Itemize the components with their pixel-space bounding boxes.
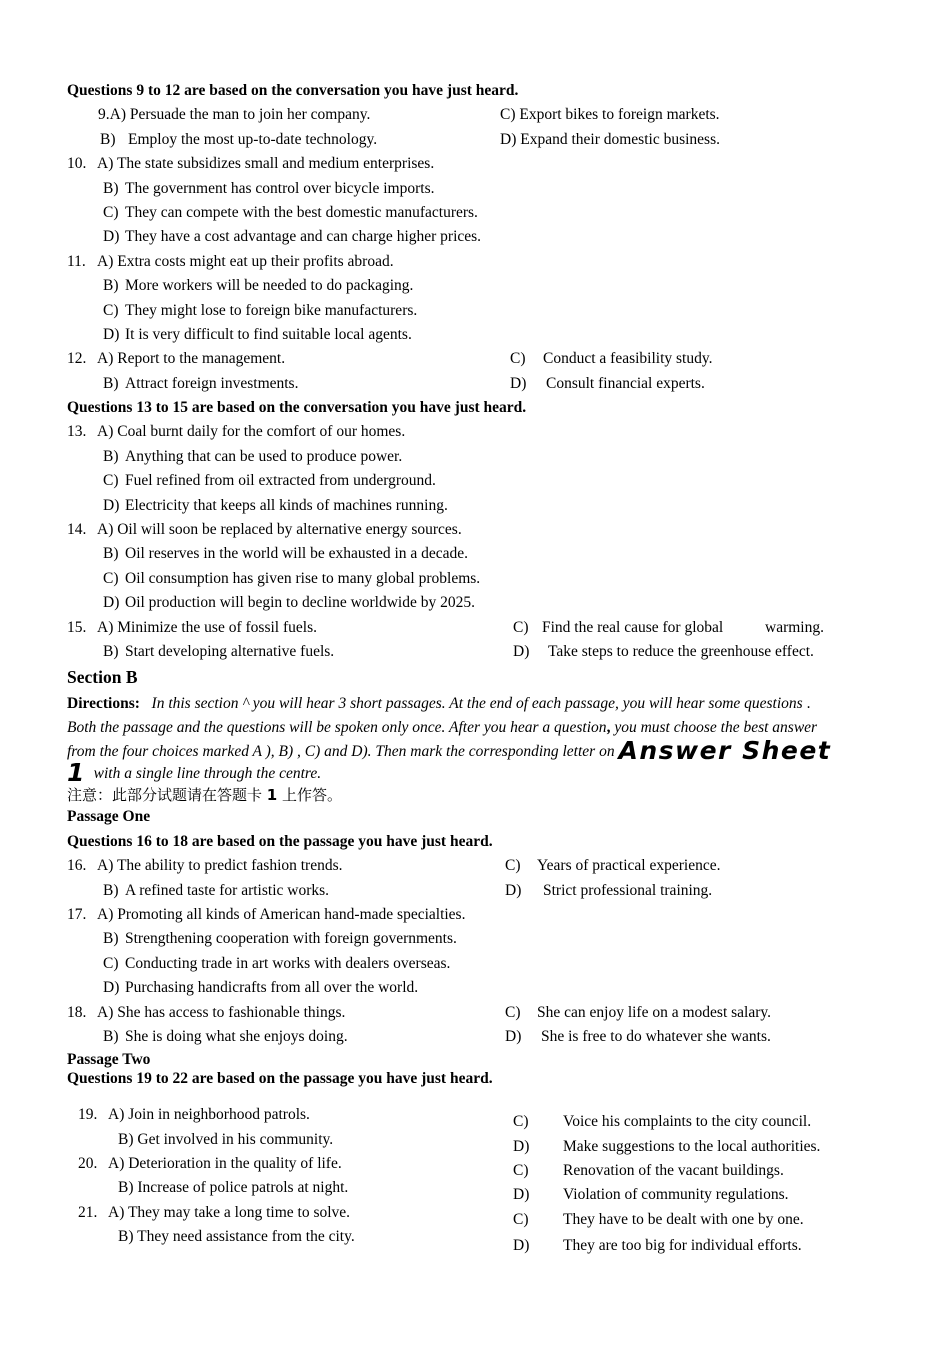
text-line xyxy=(67,929,910,953)
option-letter: B) xyxy=(103,277,119,295)
text-line xyxy=(67,252,910,276)
option-letter: B) xyxy=(100,130,116,148)
option: A) Deterioration in the quality of life. xyxy=(108,1155,342,1173)
question-number: 12. xyxy=(67,350,87,368)
option: A) Join in neighborhood patrols. xyxy=(108,1106,310,1124)
option-letter: B) xyxy=(103,447,119,465)
option-text: Violation of community regulations. xyxy=(563,1186,789,1204)
option-text: They are too big for individual efforts. xyxy=(563,1237,802,1255)
text-line xyxy=(67,1227,910,1255)
passage-label: Passage One xyxy=(67,808,151,826)
option-text: Oil consumption has given rise to many global problems. xyxy=(125,569,481,587)
text-line xyxy=(67,1003,910,1027)
question-number: 13. xyxy=(67,423,87,441)
option-letter: C) xyxy=(513,1162,529,1180)
option-text: She is free to do whatever she wants. xyxy=(541,1027,771,1045)
text-line xyxy=(67,856,910,880)
text-line xyxy=(67,1105,910,1129)
option: A) Oil will soon be replaced by alternative energy sources. xyxy=(97,521,462,539)
option: A) Promoting all kinds of American hand-made specialties. xyxy=(97,905,466,923)
option-letter: D) xyxy=(103,979,120,997)
text-line xyxy=(67,593,910,617)
directions-text: In this section ^ you will hear 3 short passages. At the end of each passage, you will hear some questions xyxy=(151,695,803,713)
text-line xyxy=(67,349,910,373)
option-text: Start developing alternative fuels. xyxy=(125,642,335,660)
text-line xyxy=(67,422,910,446)
option-letter: C) xyxy=(510,350,526,368)
option-text: Attract foreign investments. xyxy=(125,374,299,392)
option-text: warming. xyxy=(765,618,824,636)
option-letter: D) xyxy=(505,881,522,899)
option-text: Conduct a feasibility study. xyxy=(543,350,713,368)
question-number: 11. xyxy=(67,252,86,270)
question-number: 10. xyxy=(67,155,87,173)
text-line xyxy=(67,618,910,642)
text-line xyxy=(67,881,910,905)
option-text: Find the real cause for global xyxy=(542,618,724,636)
section-heading: Questions 16 to 18 are based on the passage you have just heard. xyxy=(67,832,493,850)
text-line xyxy=(67,807,910,831)
option-text: Strict professional training. xyxy=(543,881,713,899)
option-letter: D) xyxy=(513,1137,530,1155)
text-line xyxy=(67,544,910,568)
option-letter: C) xyxy=(505,1003,521,1021)
passage-label: Passage Two xyxy=(67,1051,151,1069)
text-line xyxy=(67,301,910,325)
option: A) They may take a long time to solve. xyxy=(108,1203,351,1221)
text-line xyxy=(67,1051,910,1070)
option-letter: C) xyxy=(513,1113,529,1131)
answer-sheet-emphasis: 1 xyxy=(67,758,86,788)
option-text: Oil production will begin to decline worldwide by 2025. xyxy=(125,594,475,612)
chinese-note-number: 1 xyxy=(266,786,278,805)
option-text: They have to be dealt with one by one. xyxy=(563,1210,804,1228)
option-text: She can enjoy life on a modest salary. xyxy=(537,1003,772,1021)
option: C) Export bikes to foreign markets. xyxy=(500,106,720,124)
section-title: Section B xyxy=(67,667,138,688)
option-text: Electricity that keeps all kinds of machines running. xyxy=(125,496,448,514)
option-text: More workers will be needed to do packaging. xyxy=(125,277,414,295)
option-letter: C) xyxy=(513,1210,529,1228)
option-text: It is very difficult to find suitable local agents. xyxy=(125,325,412,343)
chinese-note: 注意：此部分试题请在答题卡 xyxy=(67,786,267,805)
text-line xyxy=(67,642,910,666)
question-number: 20. xyxy=(78,1155,98,1173)
option-letter: D) xyxy=(103,496,120,514)
option-text: Take steps to reduce the greenhouse effect. xyxy=(548,642,814,660)
text-line xyxy=(67,325,910,349)
option-letter: C) xyxy=(103,301,119,319)
text-line xyxy=(67,1203,910,1227)
directions-text: Both the passage and the questions will be spoken only once. After you hear a question xyxy=(67,719,607,737)
text-line xyxy=(67,398,910,422)
option-text: They might lose to foreign bike manufacturers. xyxy=(125,301,418,319)
text-line xyxy=(67,1027,910,1051)
option-letter: D) xyxy=(510,374,527,392)
option: D) Expand their domestic business. xyxy=(500,130,720,148)
spacer xyxy=(67,1088,910,1105)
text-line xyxy=(67,276,910,300)
text-line xyxy=(67,1070,910,1089)
text-line xyxy=(67,758,910,788)
text-line xyxy=(67,954,910,978)
option-text: Strengthening cooperation with foreign governments. xyxy=(125,930,457,948)
option-letter: B) xyxy=(103,1027,119,1045)
text-line xyxy=(67,374,910,398)
text-line xyxy=(67,736,910,766)
option-letter: D) xyxy=(513,1237,530,1255)
option-text: Voice his complaints to the city council. xyxy=(563,1113,812,1131)
option: B) They need assistance from the city. xyxy=(118,1228,355,1246)
text-line xyxy=(67,569,910,593)
question-number: 21. xyxy=(78,1203,98,1221)
option-letter: D) xyxy=(103,228,120,246)
option-text: Years of practical experience. xyxy=(537,857,721,875)
option-letter: B) xyxy=(103,642,119,660)
option-letter: B) xyxy=(103,930,119,948)
document-body xyxy=(67,81,910,1255)
option-letter: C) xyxy=(103,472,119,490)
question-number: 15. xyxy=(67,618,87,636)
option-text: Employ the most up-to-date technology. xyxy=(128,130,378,148)
text-line xyxy=(67,692,910,716)
option: A) Report to the management. xyxy=(97,350,286,368)
text-line xyxy=(67,203,910,227)
option-letter: D) xyxy=(103,325,120,343)
text-line xyxy=(67,1154,910,1178)
directions-text: . xyxy=(802,695,811,713)
text-line xyxy=(67,81,910,105)
option-text: She is doing what she enjoys doing. xyxy=(125,1027,348,1045)
option-text: Purchasing handicrafts from all over the world. xyxy=(125,979,419,997)
section-heading: Questions 13 to 15 are based on the conversation you have just heard. xyxy=(67,399,527,417)
option: A) Extra costs might eat up their profits abroad. xyxy=(97,252,394,270)
option-letter: D) xyxy=(505,1027,522,1045)
option-text: Oil reserves in the world will be exhausted in a decade. xyxy=(125,545,469,563)
text-line xyxy=(67,447,910,471)
directions-text: , xyxy=(606,719,615,737)
option-text: Consult financial experts. xyxy=(546,374,705,392)
option-letter: C) xyxy=(103,203,119,221)
text-line xyxy=(67,520,910,544)
text-line xyxy=(67,1178,910,1202)
option-letter: C) xyxy=(513,618,529,636)
option: A) The state subsidizes small and medium enterprises. xyxy=(97,155,435,173)
option-text: Fuel refined from oil extracted from underground. xyxy=(125,472,436,490)
option-text: Renovation of the vacant buildings. xyxy=(563,1162,784,1180)
text-line xyxy=(67,905,910,929)
option-letter: B) xyxy=(103,545,119,563)
directions-colon: : xyxy=(134,695,152,713)
option-letter: D) xyxy=(513,1186,530,1204)
text-line xyxy=(67,496,910,520)
option-letter: D) xyxy=(103,594,120,612)
option: A) She has access to fashionable things. xyxy=(97,1003,346,1021)
option-letter: C) xyxy=(505,857,521,875)
text-line xyxy=(67,785,910,807)
directions-label: Directions xyxy=(67,695,135,713)
option-letter: C) xyxy=(103,954,119,972)
text-line xyxy=(67,832,910,856)
option-letter: B) xyxy=(103,881,119,899)
question-number: 18. xyxy=(67,1003,87,1021)
option: A) The ability to predict fashion trends. xyxy=(97,857,343,875)
text-line xyxy=(67,471,910,495)
directions-text: you must choose the best answer xyxy=(614,719,818,737)
chinese-note: 上作答。 xyxy=(277,786,342,805)
text-line xyxy=(67,154,910,178)
option-letter: B) xyxy=(103,374,119,392)
question-number: 14. xyxy=(67,521,87,539)
question-number: 16. xyxy=(67,857,87,875)
option: 9.A) Persuade the man to join her company. xyxy=(98,106,371,124)
text-line xyxy=(67,1130,910,1154)
option: A) Minimize the use of fossil fuels. xyxy=(97,618,317,636)
question-number: 17. xyxy=(67,905,87,923)
question-number: 19. xyxy=(78,1106,98,1124)
option-letter: C) xyxy=(103,569,119,587)
option-text: Conducting trade in art works with dealers overseas. xyxy=(125,954,451,972)
option-letter: B) xyxy=(103,179,119,197)
text-line xyxy=(67,130,910,154)
option-text: Anything that can be used to produce power. xyxy=(125,447,403,465)
option-text: The government has control over bicycle imports. xyxy=(125,179,435,197)
option: B) Increase of police patrols at night. xyxy=(118,1179,349,1197)
option-letter: D) xyxy=(513,642,530,660)
text-line xyxy=(67,179,910,203)
text-line xyxy=(67,978,910,1002)
section-heading: Questions 9 to 12 are based on the conversation you have just heard. xyxy=(67,82,519,99)
text-line xyxy=(67,227,910,251)
directions-text: from the four choices marked A ), B) , C) and D). Then mark the corresponding letter on xyxy=(67,743,619,761)
section-heading: Questions 19 to 22 are based on the passage you have just heard. xyxy=(67,1069,493,1087)
text-line xyxy=(67,105,910,129)
option-text: They can compete with the best domestic manufacturers. xyxy=(125,203,478,221)
option: A) Coal burnt daily for the comfort of our homes. xyxy=(97,423,406,441)
option-text: Make suggestions to the local authorities. xyxy=(563,1137,821,1155)
answer-sheet-emphasis: Answer Sheet xyxy=(618,736,832,766)
option-text: They have a cost advantage and can charge higher prices. xyxy=(125,228,482,246)
option: B) Get involved in his community. xyxy=(118,1130,334,1148)
option-text: A refined taste for artistic works. xyxy=(125,881,330,899)
text-line xyxy=(67,666,910,692)
directions-text: with a single line through the centre. xyxy=(85,765,322,783)
